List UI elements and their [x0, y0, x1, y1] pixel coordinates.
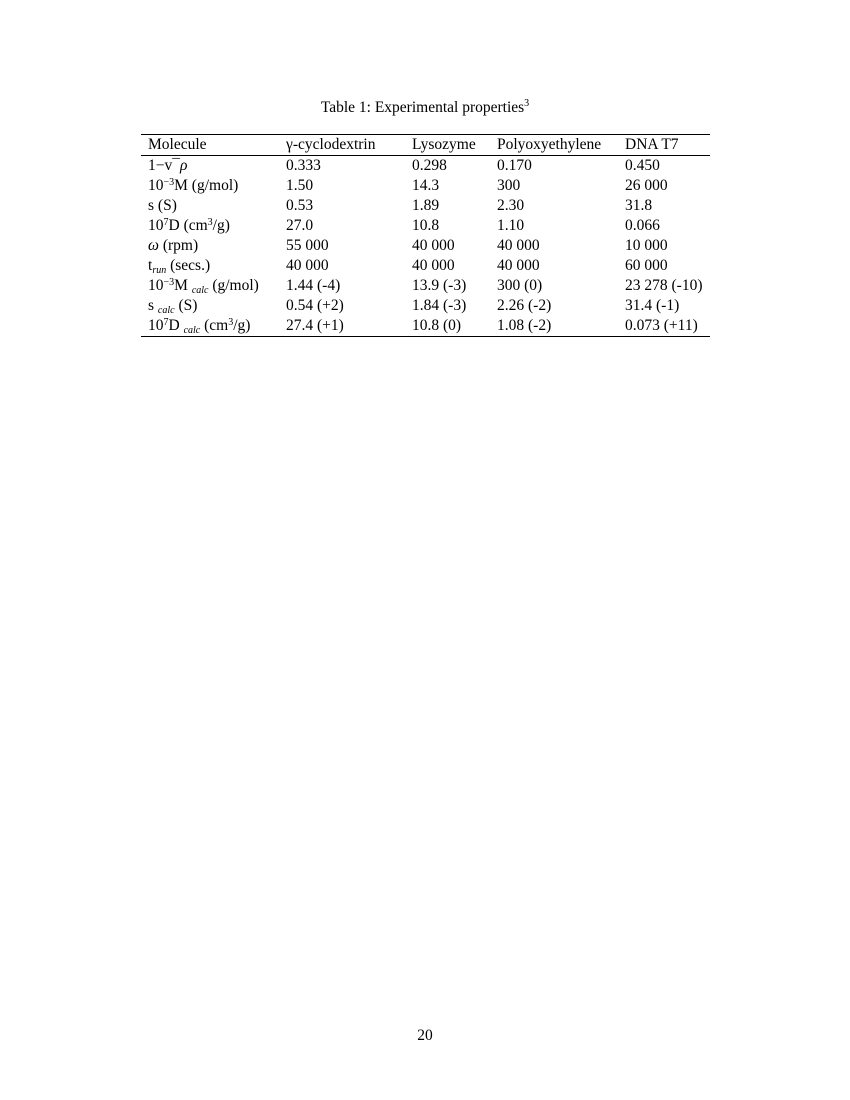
cell: 0.333 — [286, 157, 321, 174]
row-label-diffusion-calc: $10^7D$ $_{calc}$ $(cm^3/g)$ — [148, 317, 251, 336]
table-caption — [0, 98, 850, 118]
cell: 1.10 — [497, 217, 525, 234]
cell: 10 000 — [625, 237, 668, 254]
cell: 2.26 (-2) — [497, 297, 552, 314]
cell: 40 000 — [497, 257, 540, 274]
cell: 0.53 — [286, 197, 314, 214]
row-label-run-time: $t_{run}$ (secs.) — [148, 257, 211, 276]
cell: 13.9 (-3) — [412, 277, 467, 294]
cell: 300 — [497, 177, 521, 194]
cell: 0.066 — [625, 217, 660, 234]
cell: 23 278 (-10) — [625, 277, 703, 294]
table-row — [141, 216, 710, 236]
cell: 1.44 (-4) — [286, 277, 341, 294]
cell: 0.170 — [497, 157, 532, 174]
cell: 0.073 (+11) — [625, 317, 698, 334]
table-row — [141, 276, 710, 296]
cell: 31.8 — [625, 197, 653, 214]
cell: 0.298 — [412, 157, 447, 174]
cell: 1.08 (-2) — [497, 317, 552, 334]
cell: 55 000 — [286, 237, 329, 254]
row-label-sedimentation: s (S) — [148, 197, 177, 214]
cell: 40 000 — [286, 257, 329, 274]
row-label-sedimentation-calc: s $_{calc}$ (S) — [148, 297, 198, 316]
page-number: 20 — [417, 1027, 433, 1044]
cell: 40 000 — [412, 257, 455, 274]
cell: 14.3 — [412, 177, 440, 194]
properties-table-container — [141, 134, 710, 337]
caption-reference: 3 — [524, 98, 530, 109]
table-header-row — [141, 135, 710, 156]
table-row — [141, 296, 710, 316]
cell: 26 000 — [625, 177, 668, 194]
cell: 40 000 — [412, 237, 455, 254]
table-row — [141, 156, 710, 177]
cell: 1.84 (-3) — [412, 297, 467, 314]
cell: 0.450 — [625, 157, 660, 174]
cell: 10.8 (0) — [412, 317, 462, 334]
row-label-diffusion: $10^7D$ $(cm^3/g)$ — [148, 217, 230, 234]
cell: 2.30 — [497, 197, 525, 214]
header-gamma-cyclodextrin: γ-cyclodextrin — [286, 136, 376, 153]
cell: 300 (0) — [497, 277, 543, 294]
cell: 40 000 — [497, 237, 540, 254]
header-dna-t7: DNA T7 — [625, 136, 679, 153]
table-row — [141, 316, 710, 337]
table-row — [141, 196, 710, 216]
row-label-partial-specific-volume: 1−v¯ρ — [148, 157, 188, 174]
header-polyoxyethylene: Polyoxyethylene — [497, 136, 602, 153]
header-molecule: Molecule — [148, 136, 207, 153]
row-label-molar-mass: $10^{-3}M$ (g/mol) — [148, 177, 239, 194]
cell: 60 000 — [625, 257, 668, 274]
row-label-molar-mass-calc: $10^{-3}M$ $_{calc}$ (g/mol) — [148, 277, 259, 296]
table-row — [141, 236, 710, 256]
table-row — [141, 176, 710, 196]
header-lysozyme: Lysozyme — [412, 136, 476, 153]
caption-text: Table 1: Experimental properties — [320, 99, 525, 116]
cell: 10.8 — [412, 217, 440, 234]
cell: 27.0 — [286, 217, 314, 234]
cell: 31.4 (-1) — [625, 297, 680, 314]
table-row — [141, 256, 710, 276]
cell: 27.4 (+1) — [286, 317, 344, 334]
cell: 1.89 — [412, 197, 440, 214]
row-label-rotor-speed: ω (rpm) — [148, 237, 199, 254]
experimental-properties-table — [141, 134, 710, 337]
cell: 1.50 — [286, 177, 314, 194]
cell: 0.54 (+2) — [286, 297, 344, 314]
